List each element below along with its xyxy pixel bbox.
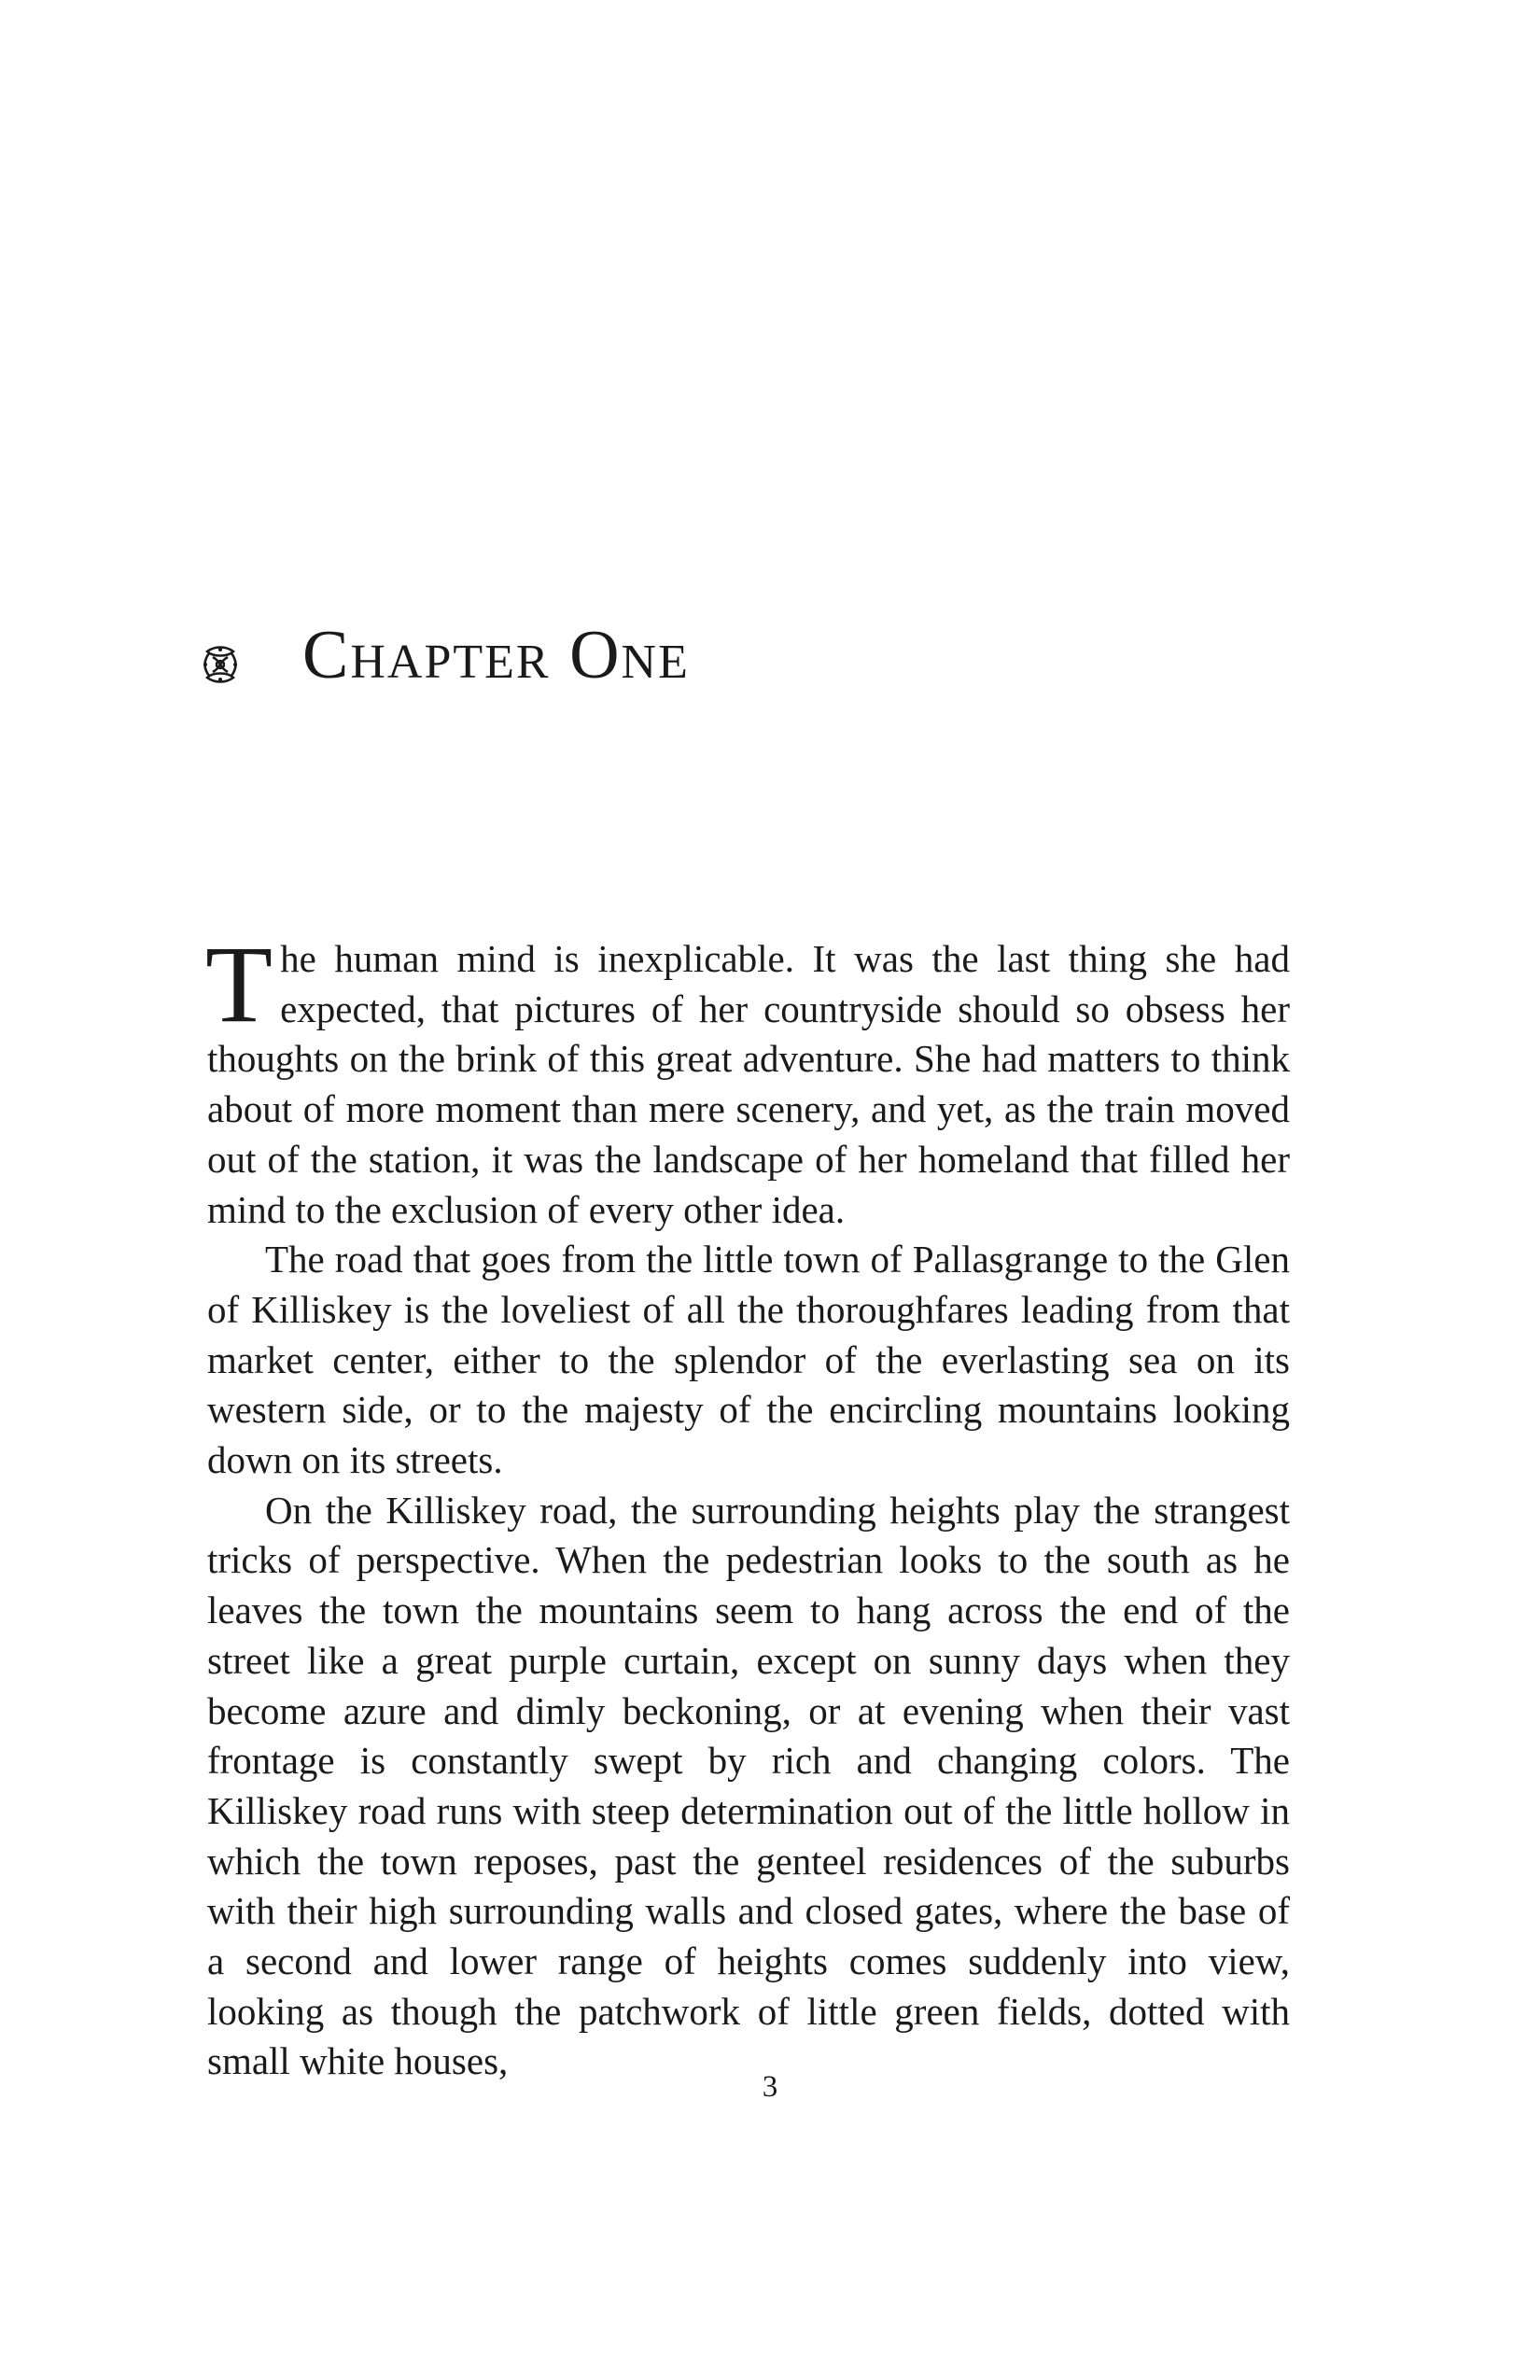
paragraph-3: On the Killiskey road, the surrounding heights play the strangest tricks of perspective. When the pedestrian looks to the south as he leaves the town the mountains seem to hang across the end of the street like a great purple curtain, except on sunny days when they become azure and dimly beckoning, or at evening when their vast frontage is constantly swept by rich and changing colors. The Killiskey road runs with steep determination out of the little hollow in which the town reposes, past the genteel residences of the suburbs with their high surrounding walls and closed gates, where the base of a second and lower range of heights comes suddenly into view, looking as though the patchwork of little green fields, dotted with small white houses, [207,1488,1290,2083]
paragraph-1 [205,923,1290,1235]
drop-cap: T [205,923,273,1045]
chapter-title: Chapter One [302,617,690,693]
paragraph-2: The road that goes from the little town of Pallasgrange to the Glen of Killiskey is the loveliest of all the thoroughfares leading from that market center, either to the splendor of the everlasting sea on its western side, or to the majesty of the encircling mountains looking down on its streets. [207,1238,1290,1482]
paragraph-1-text: he human mind is inexplicable. It was the last thing she had expected, that pictures of her countryside should so obsess her thoughts on the brink of this great adventure. She had matters to think about of more moment than mere scenery, and yet, as the train moved out of the station, it was the landscape of her homeland that filled her mind to the exclusion of every other idea. [207,937,1290,1231]
chapter-heading [203,616,690,695]
page-number: 3 [762,2070,778,2104]
celtic-knot-ornament-icon [203,646,237,683]
chapter-body-text [205,923,1290,2087]
